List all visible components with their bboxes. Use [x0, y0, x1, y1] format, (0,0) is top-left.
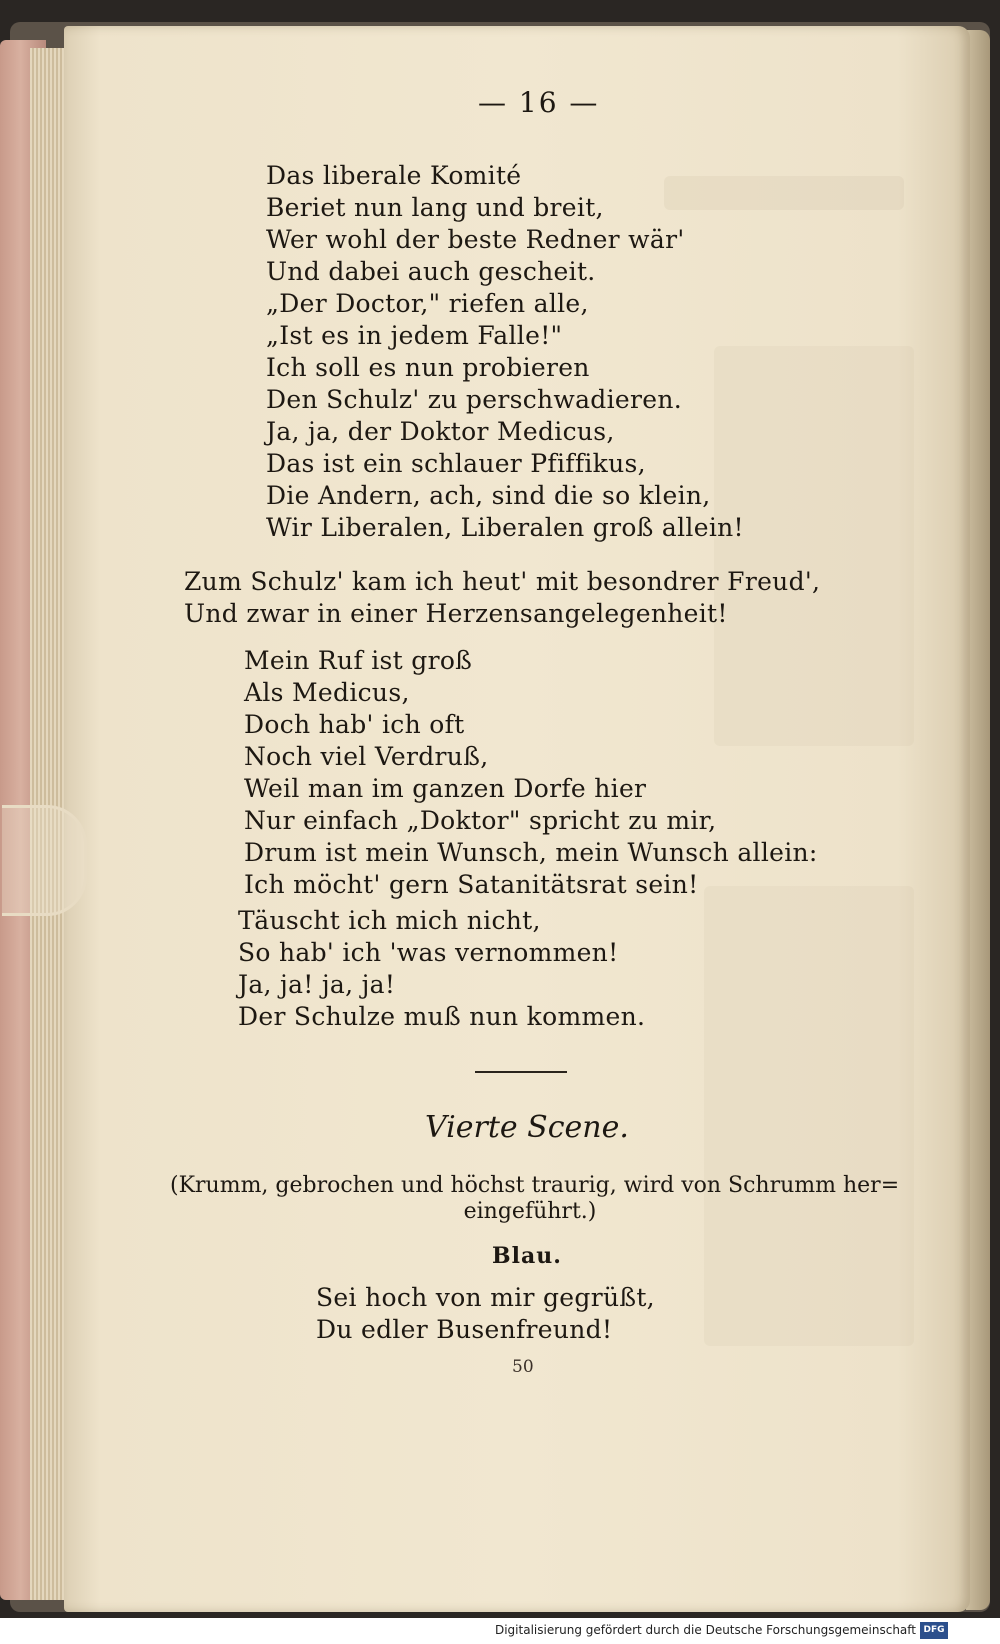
verse-line: „Der Doctor," riefen alle, [266, 289, 589, 318]
verse-line: Ich möcht' gern Satanitätsrat sein! [244, 870, 699, 899]
dfg-logo-icon: DFG [920, 1622, 948, 1639]
verse-line: Das liberale Komité [266, 161, 522, 190]
show-through-mark [704, 886, 914, 1346]
verse-block-3 [238, 905, 645, 1033]
verse-line: Wer wohl der beste Redner wär' [266, 225, 685, 254]
verse-line: Beriet nun lang und breit, [266, 193, 604, 222]
verse-line: Drum ist mein Wunsch, mein Wunsch allein: [244, 838, 818, 867]
digitization-footer [0, 1618, 1000, 1644]
prose-block [184, 566, 820, 630]
stage-direction-continued: eingeführt.) [463, 1199, 597, 1224]
verse-line: Weil man im ganzen Dorfe hier [244, 774, 647, 803]
verse-line: Den Schulz' zu perschwadieren. [266, 385, 682, 414]
verse-line: Der Schulze muß nun kommen. [238, 1002, 646, 1031]
verse-line: Wir Liberalen, Liberalen groß allein! [266, 513, 744, 542]
page-number: — 16 — [478, 86, 600, 119]
verse-block-1 [266, 160, 744, 544]
verse-line: Und dabei auch gescheit. [266, 257, 596, 286]
dialogue-block [316, 1282, 655, 1346]
verse-line: Doch hab' ich oft [244, 710, 465, 739]
verse-line: „Ist es in jedem Falle!" [266, 321, 563, 350]
prose-line: Und zwar in einer Herzensangelegenheit! [184, 599, 728, 628]
verse-line: Ich soll es nun probieren [266, 353, 590, 382]
verse-block-2 [244, 645, 818, 901]
verse-line: Noch viel Verdruß, [244, 742, 489, 771]
dialogue-line: Sei hoch von mir gegrüßt, [316, 1283, 655, 1312]
verse-line: Das ist ein schlauer Pfiffikus, [266, 449, 646, 478]
verse-line: Die Andern, ach, sind die so klein, [266, 481, 711, 510]
funding-credit: Digitalisierung gefördert durch die Deutsche Forschungsgemeinschaft [494, 1623, 916, 1637]
speaker-name: Blau. [492, 1243, 562, 1269]
verse-line: Ja, ja! ja, ja! [238, 970, 396, 999]
dialogue-line: Du edler Busenfreund! [316, 1315, 613, 1344]
verse-line: Täuscht ich mich nicht, [238, 906, 541, 935]
section-divider [475, 1071, 567, 1073]
verse-line: So hab' ich 'was vernommen! [238, 938, 619, 967]
verse-line: Ja, ja, der Doktor Medicus, [266, 417, 615, 446]
verse-line: Als Medicus, [244, 678, 410, 707]
stage-direction: (Krumm, gebrochen und höchst traurig, wird von Schrumm her= [170, 1173, 900, 1198]
sheet-number: 50 [512, 1357, 534, 1377]
verse-line: Nur einfach „Doktor" spricht zu mir, [244, 806, 717, 835]
verse-line: Mein Ruf ist groß [244, 646, 473, 675]
prose-line: Zum Schulz' kam ich heut' mit besondrer Freud', [184, 567, 821, 596]
bookmark-tab [2, 805, 87, 916]
scene-title: Vierte Scene. [425, 1110, 629, 1145]
